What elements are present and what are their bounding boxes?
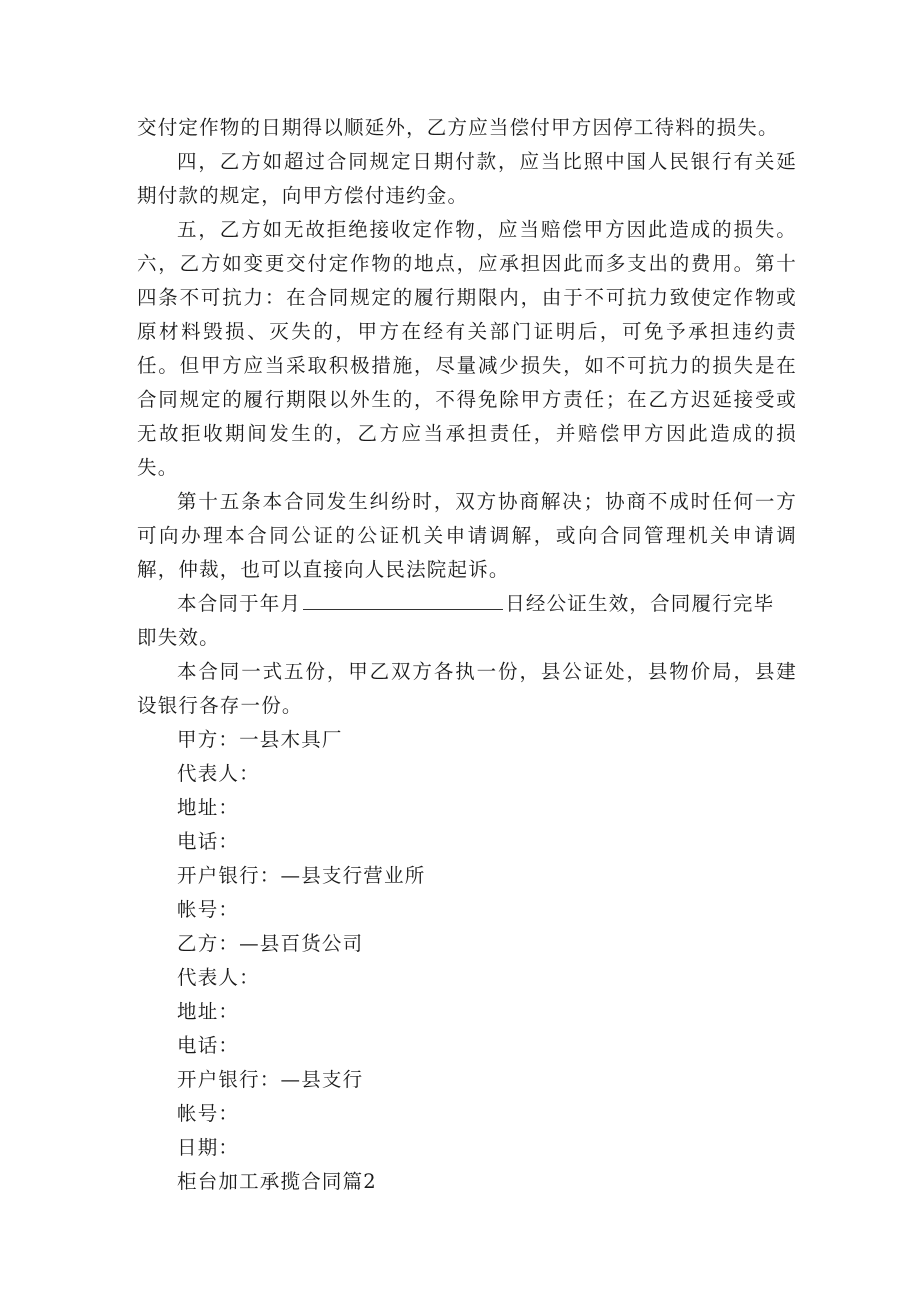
document-body — [137, 111, 797, 1199]
party-b-address: 地址： — [177, 1000, 240, 1023]
effective-clause-line2: 即失效。 — [137, 626, 220, 649]
paragraph-clause-five-six-force-majeure: 五，乙方如无故拒绝接收定作物，应当赔偿甲方因此造成的损失。六，乙方如变更交付定作物的地点，应承担因此而多支出的费用。第十四条不可抗力：在合同规定的履行期限内，由于不可抗力致使定作物或原材料毁损、灭失的，甲方在经有关部门证明后，可免予承担违约责任。但甲方应当采取积极措施，尽量减少损失，如不可抗力的损失是在合同规定的履行期限以外生的，不得免除甲方责任；在乙方迟延接受或无故拒收期间发生的，乙方应当承担责任，并赔偿甲方因此造成的损失。 — [137, 218, 797, 479]
paragraph-delivery-delay: 交付定作物的日期得以顺延外，乙方应当偿付甲方因停工待料的损失。 — [137, 116, 779, 139]
party-a-block — [137, 723, 797, 927]
party-a-representative: 代表人： — [177, 762, 260, 785]
paragraph-effective-date — [137, 587, 797, 655]
date-blank-line — [303, 587, 503, 610]
party-b-name: 乙方：—县百货公司 — [177, 932, 364, 955]
party-b-representative: 代表人： — [177, 966, 260, 989]
party-a-address: 地址： — [177, 796, 240, 819]
paragraph-copies: 本合同一式五份，甲乙双方各执一份，县公证处，县物价局，县建设银行各存一份。 — [137, 660, 797, 717]
date-field: 日期： — [177, 1136, 240, 1159]
party-a-bank: 开户银行：—县支行营业所 — [177, 864, 426, 887]
party-b-block — [137, 927, 797, 1131]
paragraph-clause-fifteen: 第十五条本合同发生纠纷时，双方协商解决；协商不成时任何一方可向办理本合同公证的公证机关申请调解，或向合同管理机关申请调解，仲裁，也可以直接向人民法院起诉。 — [137, 490, 797, 581]
party-a-phone: 电话： — [177, 830, 240, 853]
effective-clause-suffix: 日经公证生效，合同履行完毕 — [505, 592, 775, 615]
paragraph-clause-four: 四，乙方如超过合同规定日期付款，应当比照中国人民银行有关延期付款的规定，向甲方偿付违约金。 — [137, 150, 797, 207]
party-b-bank: 开户银行：—县支行 — [177, 1068, 364, 1091]
effective-clause-prefix: 本合同于年月 — [177, 592, 302, 615]
party-a-name: 甲方：一县木具厂 — [177, 728, 343, 751]
party-b-phone: 电话： — [177, 1034, 240, 1057]
next-section-title: 柜台加工承揽合同篇2 — [177, 1170, 377, 1193]
party-a-account: 帐号： — [177, 898, 240, 921]
party-b-account: 帐号： — [177, 1102, 240, 1125]
